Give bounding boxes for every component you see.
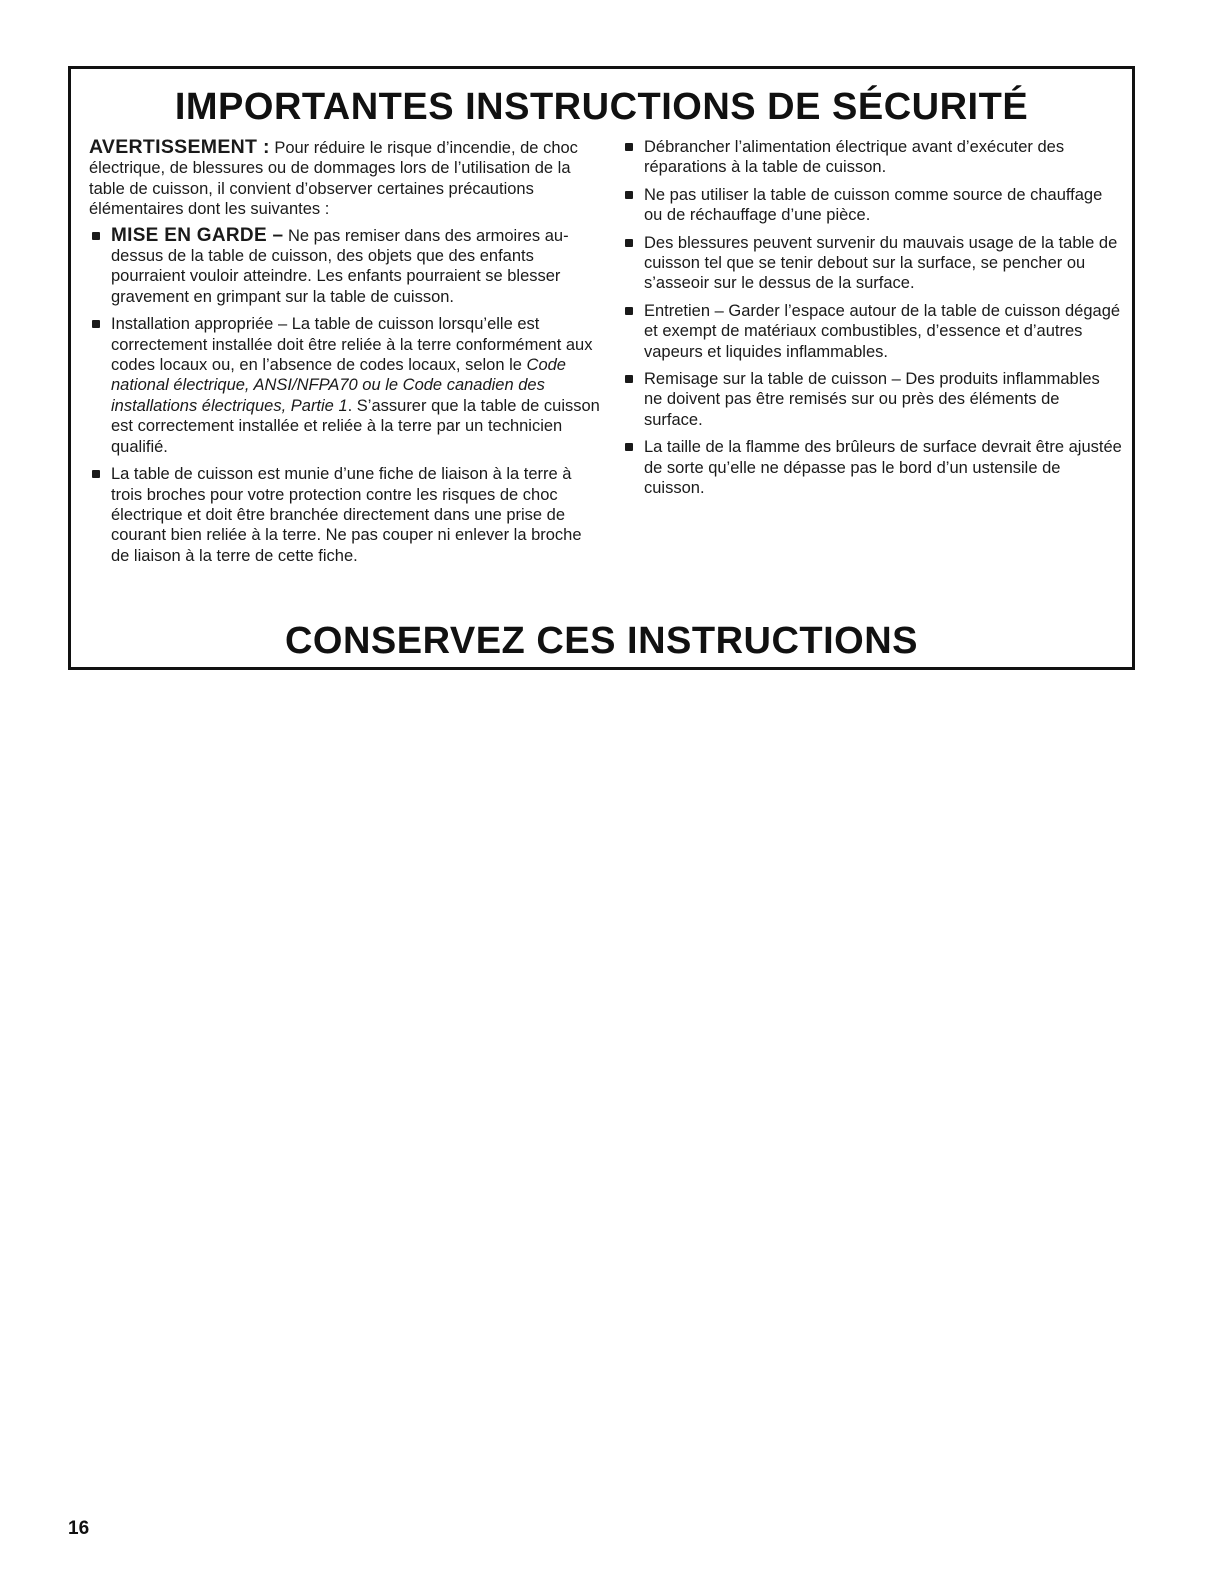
code-reference: Code national électrique, ANSI/NFPA70 ou le Code canadien des installations électriques, Partie 1 bbox=[111, 356, 566, 415]
bullet-icon bbox=[92, 320, 100, 328]
warning-text: Pour réduire le risque d’incendie, de choc électrique, de blessures ou de dommages lors de l’utilisation de la table de cuisson, il convient d’observer certaines précautions élémentaires dont les suivantes : bbox=[89, 139, 578, 219]
list-item bbox=[622, 301, 1122, 362]
install-text-a: Installation appropriée – La table de cuisson lorsqu’elle est correctement installée doit être reliée à la terre conformément aux codes locaux ou, en l’absence de codes locaux, selon le bbox=[111, 315, 593, 375]
section-title: IMPORTANTES INSTRUCTIONS DE SÉCURITÉ bbox=[174, 86, 1029, 128]
install-text-b: . S’assurer que la table de cuisson est correctement installée et reliée à la terre par un technicien qualifié. bbox=[111, 396, 600, 456]
footer-title: CONSERVEZ CES INSTRUCTIONS bbox=[284, 620, 919, 662]
bullet-icon bbox=[625, 307, 633, 315]
warning-paragraph bbox=[89, 137, 601, 220]
list-item bbox=[622, 233, 1122, 294]
right-column bbox=[622, 137, 1122, 506]
list-item bbox=[622, 185, 1122, 226]
list-item bbox=[622, 437, 1122, 498]
caution-text: Ne pas remiser dans des armoires au-dessus de la table de cuisson, des objets que des enfants pourraient vouloir atteindre. Les enfants pourraient se blesser gravement en grimpant sur la table de cuisson. bbox=[111, 226, 569, 306]
caution-label: MISE EN GARDE – bbox=[111, 224, 284, 246]
list-item-text: Entretien – Garder l’espace autour de la table de cuisson dégagé et exempt de matériaux combustibles, d’essence et d’autres vapeurs et liquides inflammables. bbox=[644, 301, 1121, 361]
list-item bbox=[622, 137, 1122, 178]
bullet-icon bbox=[92, 470, 100, 478]
warning-label: AVERTISSEMENT : bbox=[89, 136, 270, 158]
plug-text: La table de cuisson est munie d’une fiche de liaison à la terre à trois broches pour votre protection contre les risques de choc électrique et doit être branchée directement dans une prise de courant bien reliée à la terre. Ne pas couper ni enlever la broche de liaison à la terre de cette fiche. bbox=[111, 465, 582, 565]
right-bullet-list bbox=[622, 137, 1122, 499]
safety-instructions-box bbox=[68, 66, 1135, 670]
bullet-icon bbox=[92, 232, 100, 240]
list-item-text: Remisage sur la table de cuisson – Des produits inflammables ne doivent pas être remisés sur ou près des éléments de surface. bbox=[644, 370, 1100, 429]
left-bullet-list bbox=[89, 226, 601, 567]
list-item bbox=[89, 314, 601, 457]
bullet-icon bbox=[625, 375, 633, 383]
list-item-text: Débrancher l’alimentation électrique avant d’exécuter des réparations à la table de cuisson. bbox=[644, 138, 1065, 177]
left-column bbox=[89, 137, 601, 573]
list-item-text: La taille de la flamme des brûleurs de surface devrait être ajustée de sorte qu’elle ne dépasse pas le bord d’un ustensile de cuisson. bbox=[644, 438, 1122, 498]
page-number: 16 bbox=[68, 1518, 90, 1539]
list-item-text: Des blessures peuvent survenir du mauvais usage de la table de cuisson tel que se tenir debout sur la surface, se pencher ou s’asseoir sur le dessus de la surface. bbox=[644, 233, 1118, 293]
list-item-text: Ne pas utiliser la table de cuisson comme source de chauffage ou de réchauffage d’une pièce. bbox=[644, 185, 1103, 225]
bullet-icon bbox=[625, 443, 633, 451]
bullet-icon bbox=[625, 143, 633, 151]
list-item bbox=[89, 464, 601, 566]
bullet-icon bbox=[625, 191, 633, 199]
list-item bbox=[622, 369, 1122, 430]
list-item bbox=[89, 226, 601, 308]
bullet-icon bbox=[625, 239, 633, 247]
